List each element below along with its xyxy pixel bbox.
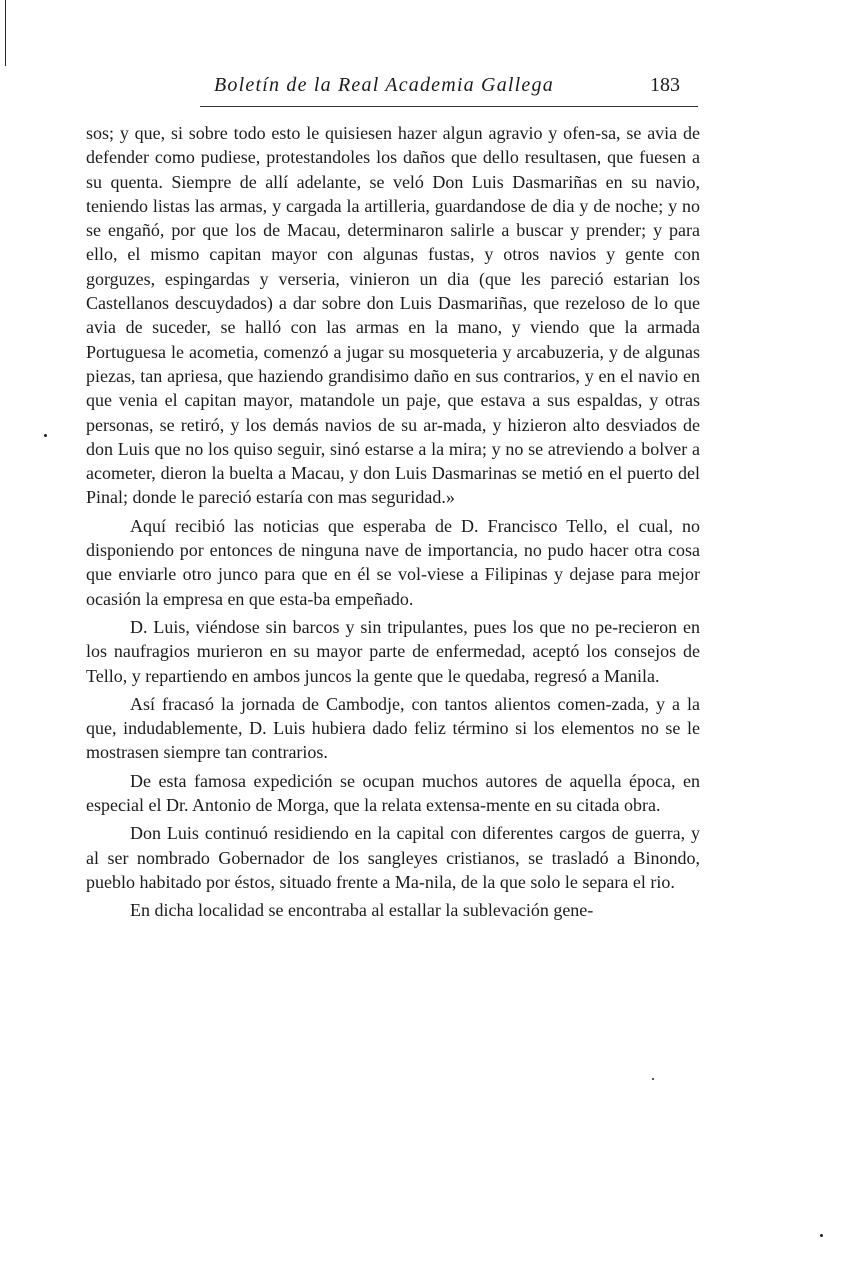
paragraph-continued: sos; y que, si sobre todo esto le quisiesen hazer algun agravio y ofen-sa, se avia de defender como pudiese, protestandoles los daños que dello resultasen, que fuesen a su quenta. Siempre de allí adelante, se veló Don Luis Dasmariñas en su navio, teniendo listas las armas, y cargada la artilleria, guardandose de dia y de noche; y no se engañó, por que los de Macau, determinaron salirle a buscar y prender; y para ello, el mismo capitan mayor con algunas fustas, y otros navios y gente con gorguzes, espingardas y verseria, vinieron un dia (que les pareció estarian los Castellanos descuydados) a dar sobre don Luis Dasmariñas, que rezeloso de lo que avia de suceder, se halló con las armas en la mano, y viendo que la armada Portuguesa le acometia, comenzó a jugar su mosqueteria y arcabuzeria, y de algunas piezas, tan apriesa, que haziendo grandisimo daño en sus contrarios, y en el navio en que venia el capitan mayor, matandole un paje, que estava a sus espaldas, y otras personas, se retiró, y los demás navios de su ar-mada, y hizieron alto desviados de don Luis que no los quiso seguir, sinó estarse a la mira; y no se atreviendo a bolver a acometer, dieron la buelta a Macau, y don Luis Dasmarinas se metió en el puerto del Pinal; donde le pareció estaría con mas seguridad.» [86, 123, 700, 508]
scan-speck [820, 1234, 823, 1237]
running-head [200, 74, 698, 100]
paragraph: De esta famosa expedición se ocupan muchos autores de aquella época, en especial el Dr. Antonio de Morga, que la relata extensa-mente en su citada obra. [86, 770, 700, 816]
scan-margin-line [5, 0, 6, 66]
paragraph: En dicha localidad se encontraba al estallar la sublevación gene- [130, 900, 594, 921]
page-number: 183 [650, 74, 680, 96]
paragraph: Así fracasó la jornada de Cambodje, con tantos alientos comen-zada, y a la que, indudablemente, D. Luis hubiera dado feliz término si los elementos no se le mostrasen siempre tan contrarios. [86, 693, 700, 763]
journal-title: Boletín de la Real Academia Gallega [214, 74, 554, 96]
scan-speck [652, 1078, 654, 1080]
scan-speck [44, 434, 47, 437]
body-text [86, 121, 700, 927]
paragraph: D. Luis, viéndose sin barcos y sin tripulantes, pues los que no pe-recieron en los naufragios murieron en su mayor parte de enfermedad, aceptó los consejos de Tello, y repartiendo en ambos juncos la gente que le quedaba, regresó a Manila. [86, 616, 700, 686]
paragraph: Don Luis continuó residiendo en la capital con diferentes cargos de guerra, y al ser nombrado Gobernador de los sangleyes cristianos, se trasladó a Binondo, pueblo habitado por éstos, situado frente a Ma-nila, de la que solo le separa el rio. [86, 823, 700, 892]
header-rule [200, 106, 698, 107]
paragraph: Aquí recibió las noticias que esperaba de D. Francisco Tello, el cual, no disponiendo por entonces de ninguna nave de importancia, no pudo hacer otra cosa que enviarle otro junco para que en él se vol-viese a Filipinas y dejase para mejor ocasión la empresa en que esta-ba empeñado. [86, 515, 700, 609]
